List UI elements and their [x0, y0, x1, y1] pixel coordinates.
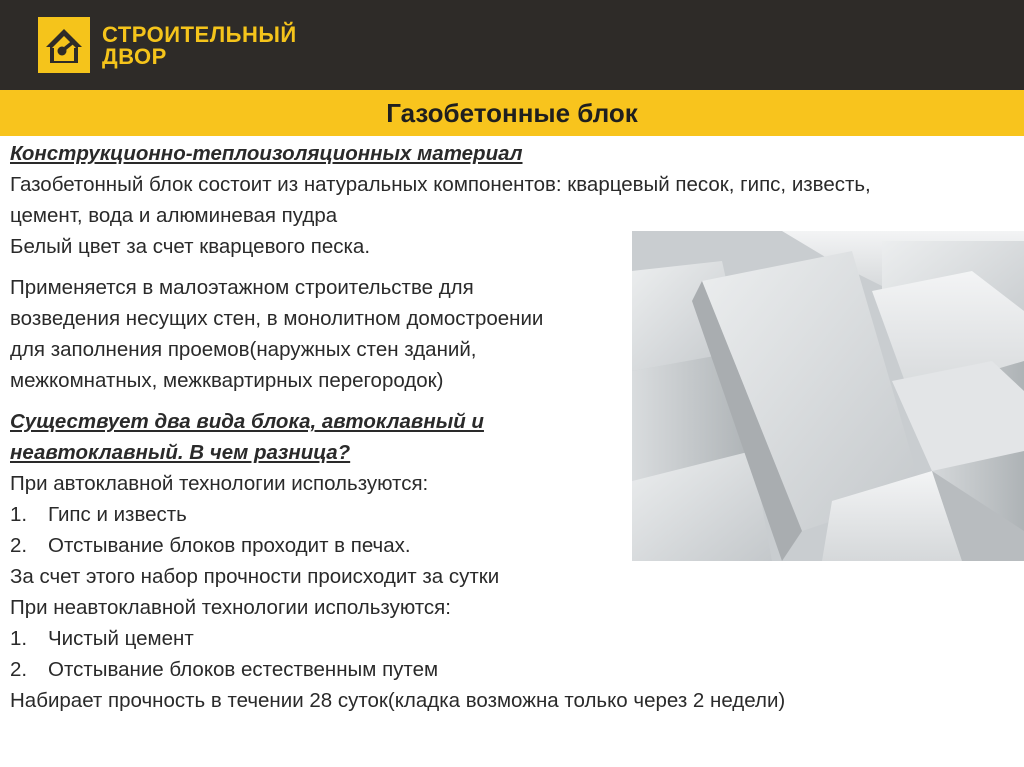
aerated-concrete-blocks-photo [632, 231, 1024, 561]
nonautoclave-intro: При неавтоклавной технологии используются: [10, 596, 451, 619]
list-text: Чистый цемент [48, 627, 194, 650]
list-number: 2. [10, 534, 28, 557]
title-bar [0, 90, 1024, 136]
page-title: Газобетонные блок [386, 98, 638, 128]
heading-material: Конструкционно-теплоизоляционных материал [10, 142, 523, 165]
final-line: Набирает прочность в течении 28 суток(кладка возможна только через 2 недели) [10, 689, 786, 712]
list-text: Гипс и известь [48, 503, 187, 526]
usage-line: межкомнатных, межквартирных перегородок) [10, 369, 444, 392]
autoclave-intro: При автоклавной технологии используются: [10, 472, 429, 495]
logo-text [102, 24, 297, 68]
list-number: 1. [10, 503, 28, 526]
logo-icon [38, 17, 90, 73]
usage-line: возведения несущих стен, в монолитном домостроении [10, 307, 544, 330]
heading-types-2: неавтоклавный. В чем разница? [10, 441, 351, 464]
header-bar [0, 0, 1024, 90]
composition-line-2: цемент, вода и алюминевая пудра [10, 204, 338, 227]
list-item [10, 623, 1020, 654]
composition-line-1: Газобетонный блок состоит из натуральных компонентов: кварцевый песок, гипс, известь, [10, 173, 871, 196]
list-number: 2. [10, 658, 28, 681]
list-text: Отстывание блоков естественным путем [48, 658, 439, 681]
logo-line2: ДВОР [102, 44, 167, 69]
list-number: 1. [10, 627, 28, 650]
usage-line: Применяется в малоэтажном строительстве для [10, 276, 474, 299]
autoclave-result: За счет этого набор прочности происходит за сутки [10, 565, 500, 588]
usage-paragraph [10, 272, 620, 396]
heading-types: Существует два вида блока, автоклавный и [10, 410, 484, 433]
list-item [10, 654, 1020, 685]
list-text: Отстывание блоков проходит в печах. [48, 534, 411, 557]
composition-line-3: Белый цвет за счет кварцевого песка. [10, 235, 371, 258]
logo-line1: СТРОИТЕЛЬНЫЙ [102, 22, 297, 47]
usage-line: для заполнения проемов(наружных стен зданий, [10, 338, 477, 361]
